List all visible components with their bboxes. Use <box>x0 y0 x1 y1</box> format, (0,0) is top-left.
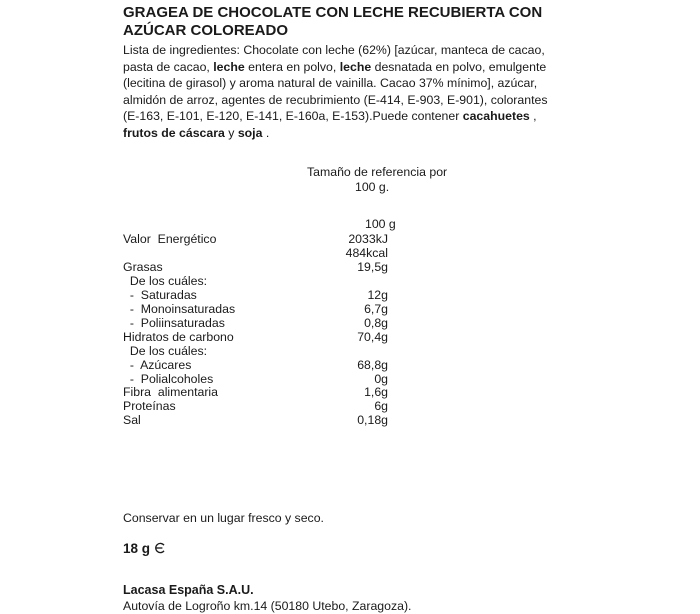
nutrient-value: 6g <box>374 399 388 414</box>
nutrition-column-header: 100 g <box>365 217 396 231</box>
allergen-text: cacahuetes <box>462 109 530 124</box>
allergen-text: soja <box>237 125 263 140</box>
nutrient-label: Fibra alimentaria <box>123 385 218 400</box>
nutrient-value: 19,5g <box>357 259 388 274</box>
nutrient-label: - Poliinsaturadas <box>123 315 225 330</box>
net-weight-value: 18 g <box>123 541 151 556</box>
reference-size-line2: 100 g. <box>355 180 390 194</box>
nutrient-label: - Saturadas <box>123 287 197 302</box>
nutrient-value: 484kcal <box>345 245 388 260</box>
ingredients-text: entera en polvo, <box>244 59 340 74</box>
nutrient-value: 0,18g <box>357 413 388 428</box>
net-weight <box>123 541 166 556</box>
ingredients-text: y <box>224 125 238 140</box>
nutrient-label: Hidratos de carbono <box>123 329 234 344</box>
nutrient-value: 0,8g <box>364 315 388 330</box>
company-name: Lacasa España S.A.U. <box>123 583 254 597</box>
allergen-text: frutos de cáscara <box>123 125 225 140</box>
nutrient-value: 0g <box>374 371 388 386</box>
ingredients-text: Lista de ingredientes: Chocolate con leche (62%) [azúcar, manteca de cacao, pasta de cacao, <box>123 43 545 74</box>
nutrient-value: 1,6g <box>364 385 388 400</box>
nutrient-label: Sal <box>123 413 141 428</box>
ingredients-text: desnatada en polvo, emulgente (lecitina de girasol) y aroma natural de vainilla. Cacao 37% mínimo], azúcar, almidón de arroz, agentes de recubrimiento (E-414, E-903, E-901), colorantes (E-163, E-101, E-120, E-141, E-160a, E-153).Puede contener <box>123 59 548 124</box>
nutrient-label: - Monoinsaturadas <box>123 301 236 316</box>
nutrient-label: - Polialcoholes <box>123 371 214 386</box>
nutrient-label: De los cuáles: <box>123 343 208 358</box>
nutrient-label: De los cuáles: <box>123 273 208 288</box>
ingredients-paragraph <box>123 42 563 142</box>
e-mark-icon <box>154 541 166 556</box>
nutrient-value: 2033kJ <box>348 232 388 246</box>
nutrient-label: - Azúcares <box>123 357 192 372</box>
nutrient-label: Proteínas <box>123 399 176 414</box>
storage-instructions: Conservar en un lugar fresco y seco. <box>123 511 324 525</box>
nutrient-label: Grasas <box>123 259 163 274</box>
allergen-text: leche <box>339 59 372 74</box>
product-title-line1: GRAGEA DE CHOCOLATE CON LECHE RECUBIERTA CON <box>123 4 543 21</box>
allergen-text: leche <box>213 59 245 74</box>
product-title-line2: AZÚCAR COLOREADO <box>123 22 288 39</box>
nutrient-label: Valor Energético <box>123 232 217 246</box>
nutrient-value: 6,7g <box>364 301 388 316</box>
company-address: Autovía de Logroño km.14 (50180 Utebo, Zaragoza). <box>123 599 412 613</box>
ingredients-text: . <box>262 125 270 140</box>
nutrient-value: 70,4g <box>357 329 388 344</box>
ingredients-text: , <box>529 109 537 124</box>
nutrient-value: 68,8g <box>357 357 388 372</box>
nutrient-value: 12g <box>367 287 388 302</box>
reference-size-line1: Tamaño de referencia por <box>307 165 448 179</box>
